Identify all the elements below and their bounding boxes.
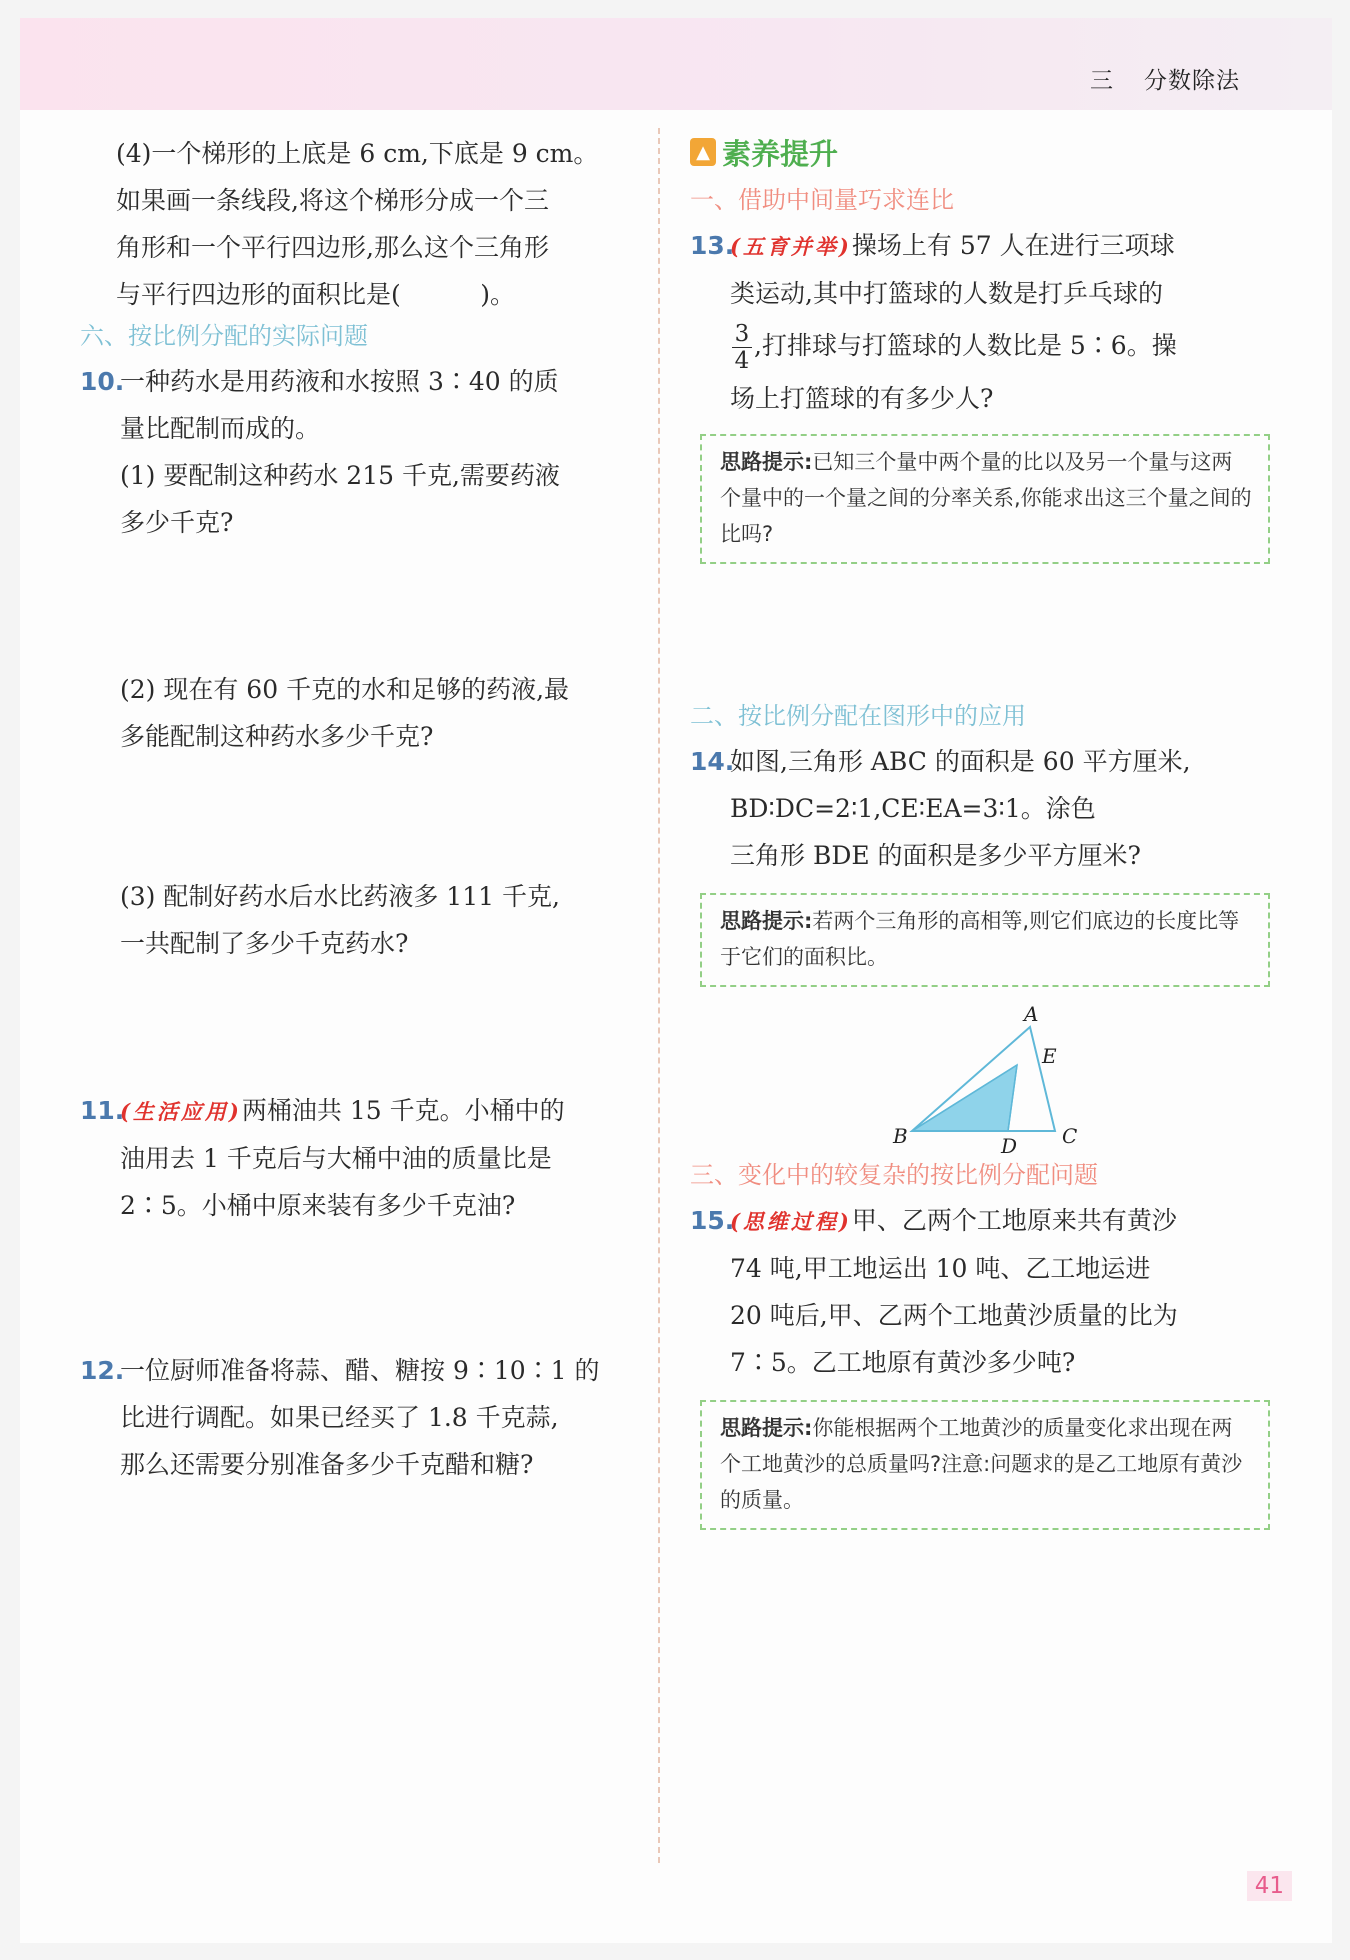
- text-line: 类运动,其中打篮球的人数是打乒乓球的: [730, 279, 1163, 308]
- chapter-title: 分数除法: [1144, 68, 1240, 94]
- text-line: 74 吨,甲工地运出 10 吨、乙工地运进: [730, 1254, 1151, 1283]
- question-number: 13.: [690, 231, 735, 260]
- question-number: 11.: [80, 1096, 125, 1125]
- vertex-label-c: C: [1062, 1124, 1078, 1148]
- vertex-label-b: B: [893, 1124, 908, 1148]
- text-line: 角形和一个平行四边形,那么这个三角形: [116, 233, 549, 262]
- text-line: 油用去 1 千克后与大桶中油的质量比是: [120, 1144, 552, 1173]
- section-3-title: 三、变化中的较复杂的按比例分配问题: [690, 1161, 1098, 1189]
- text-line: 那么还需要分别准备多少千克醋和糖?: [120, 1450, 534, 1479]
- vertex-label-a: A: [1024, 1003, 1039, 1026]
- hint-box-13: [700, 434, 1270, 564]
- hint-label: 思路提示:: [720, 909, 813, 933]
- text-line: 甲、乙两个工地原来共有黄沙: [851, 1206, 1177, 1235]
- section-1-title: 一、借助中间量巧求连比: [690, 186, 954, 214]
- triangle-figure: [690, 1003, 1280, 1153]
- question-number: 12.: [80, 1356, 125, 1385]
- answer-space[interactable]: [80, 546, 648, 666]
- section-header-suyang: [690, 130, 1280, 174]
- text-line: 7∶5。乙工地原有黄沙多少吨?: [730, 1348, 1076, 1377]
- sub-label: (4): [116, 139, 152, 168]
- question-10-part-1: [80, 452, 648, 546]
- question-10: [80, 358, 648, 967]
- text-line: (1) 要配制这种药水 215 千克,需要药液: [120, 461, 560, 490]
- hint-box-14: [700, 893, 1270, 987]
- text-line: 比进行调配。如果已经买了 1.8 千克蒜,: [120, 1403, 559, 1432]
- text-line: 两桶油共 15 千克。小桶中的: [241, 1096, 565, 1125]
- page-number: 41: [1247, 1871, 1292, 1901]
- text-line: 三角形 BDE 的面积是多少平方厘米?: [730, 841, 1141, 870]
- question-number: 14.: [690, 747, 735, 776]
- triangle-abc-diagram: [690, 1003, 1280, 1153]
- section-6-title: 六、按比例分配的实际问题: [80, 322, 368, 350]
- question-9-part-4: [80, 130, 648, 318]
- question-11: [80, 1087, 648, 1229]
- vertex-label-e: E: [1042, 1044, 1057, 1068]
- text-line: 如图,三角形 ABC 的面积是 60 平方厘米,: [730, 747, 1191, 776]
- text-line: 如果画一条线段,将这个梯形分成一个三: [116, 186, 549, 215]
- answer-space[interactable]: [80, 1229, 648, 1347]
- text-line: 多少千克?: [120, 508, 234, 537]
- question-14: [690, 738, 1280, 879]
- text-line: 2∶5。小桶中原来装有多少千克油?: [120, 1191, 516, 1220]
- hint-box-15: [700, 1400, 1270, 1530]
- text-line: (2) 现在有 60 千克的水和足够的药液,最: [120, 675, 570, 704]
- question-number: 15.: [690, 1206, 735, 1235]
- hint-text: 若两个三角形的高相等,则它们底边的长度比等于它们的面积比。: [720, 909, 1240, 969]
- question-13: [690, 222, 1280, 422]
- section-2-title: 二、按比例分配在图形中的应用: [690, 702, 1026, 730]
- question-12: [80, 1347, 648, 1488]
- text-line: 场上打篮球的有多少人?: [730, 384, 994, 413]
- vertex-label-d: D: [1001, 1134, 1018, 1153]
- column-divider: [658, 128, 660, 1863]
- text-line: 量比配制而成的。: [120, 414, 321, 443]
- chapter-heading: [1090, 62, 1240, 95]
- left-column: [80, 130, 648, 1488]
- question-tag: (思维过程): [730, 1209, 852, 1234]
- text-line: 与平行四边形的面积比是( )。: [116, 280, 515, 309]
- chapter-number: 三: [1090, 68, 1114, 94]
- fraction: [732, 321, 752, 374]
- question-15: [690, 1197, 1280, 1386]
- answer-space[interactable]: [80, 967, 648, 1087]
- rocket-icon: ▲: [690, 138, 716, 166]
- question-tag: (五育并举): [730, 234, 852, 259]
- page-header: [20, 18, 1332, 110]
- answer-space[interactable]: [690, 564, 1280, 694]
- text-line: BD∶DC=2∶1,CE∶EA=3∶1。涂色: [730, 794, 1096, 823]
- suyang-title: 素养提升: [722, 136, 839, 171]
- text-line: 一共配制了多少千克药水?: [120, 929, 409, 958]
- hint-label: 思路提示:: [720, 1416, 813, 1440]
- text-line: 一个梯形的上底是 6 cm,下底是 9 cm。: [151, 139, 599, 168]
- fraction-numerator: 3: [734, 321, 750, 347]
- fraction-denominator: 4: [734, 348, 750, 374]
- text-line: ,打排球与打篮球的人数比是 5∶6。操: [754, 331, 1177, 360]
- question-number: 10.: [80, 367, 125, 396]
- text-line: 一位厨师准备将蒜、醋、糖按 9∶10∶1 的: [120, 1356, 600, 1385]
- right-column: [690, 130, 1280, 1530]
- hint-label: 思路提示:: [720, 450, 813, 474]
- text-line: 20 吨后,甲、乙两个工地黄沙质量的比为: [730, 1301, 1178, 1330]
- question-10-part-2: [80, 666, 648, 760]
- answer-space[interactable]: [80, 760, 648, 873]
- text-line: 多能配制这种药水多少千克?: [120, 722, 434, 751]
- textbook-page: [20, 18, 1332, 1943]
- question-tag: (生活应用): [120, 1099, 242, 1124]
- hint-text: 已知三个量中两个量的比以及另一个量与这两个量中的一个量之间的分率关系,你能求出这三个量之间的比吗?: [720, 450, 1252, 546]
- question-10-part-3: [80, 873, 648, 967]
- text-line: 操场上有 57 人在进行三项球: [851, 231, 1175, 260]
- text-line: 一种药水是用药液和水按照 3∶40 的质: [120, 367, 559, 396]
- hint-text: 你能根据两个工地黄沙的质量变化求出现在两个工地黄沙的总质量吗?注意:问题求的是乙工地原有黄沙的质量。: [720, 1416, 1243, 1512]
- text-line: (3) 配制好药水后水比药液多 111 千克,: [120, 882, 560, 911]
